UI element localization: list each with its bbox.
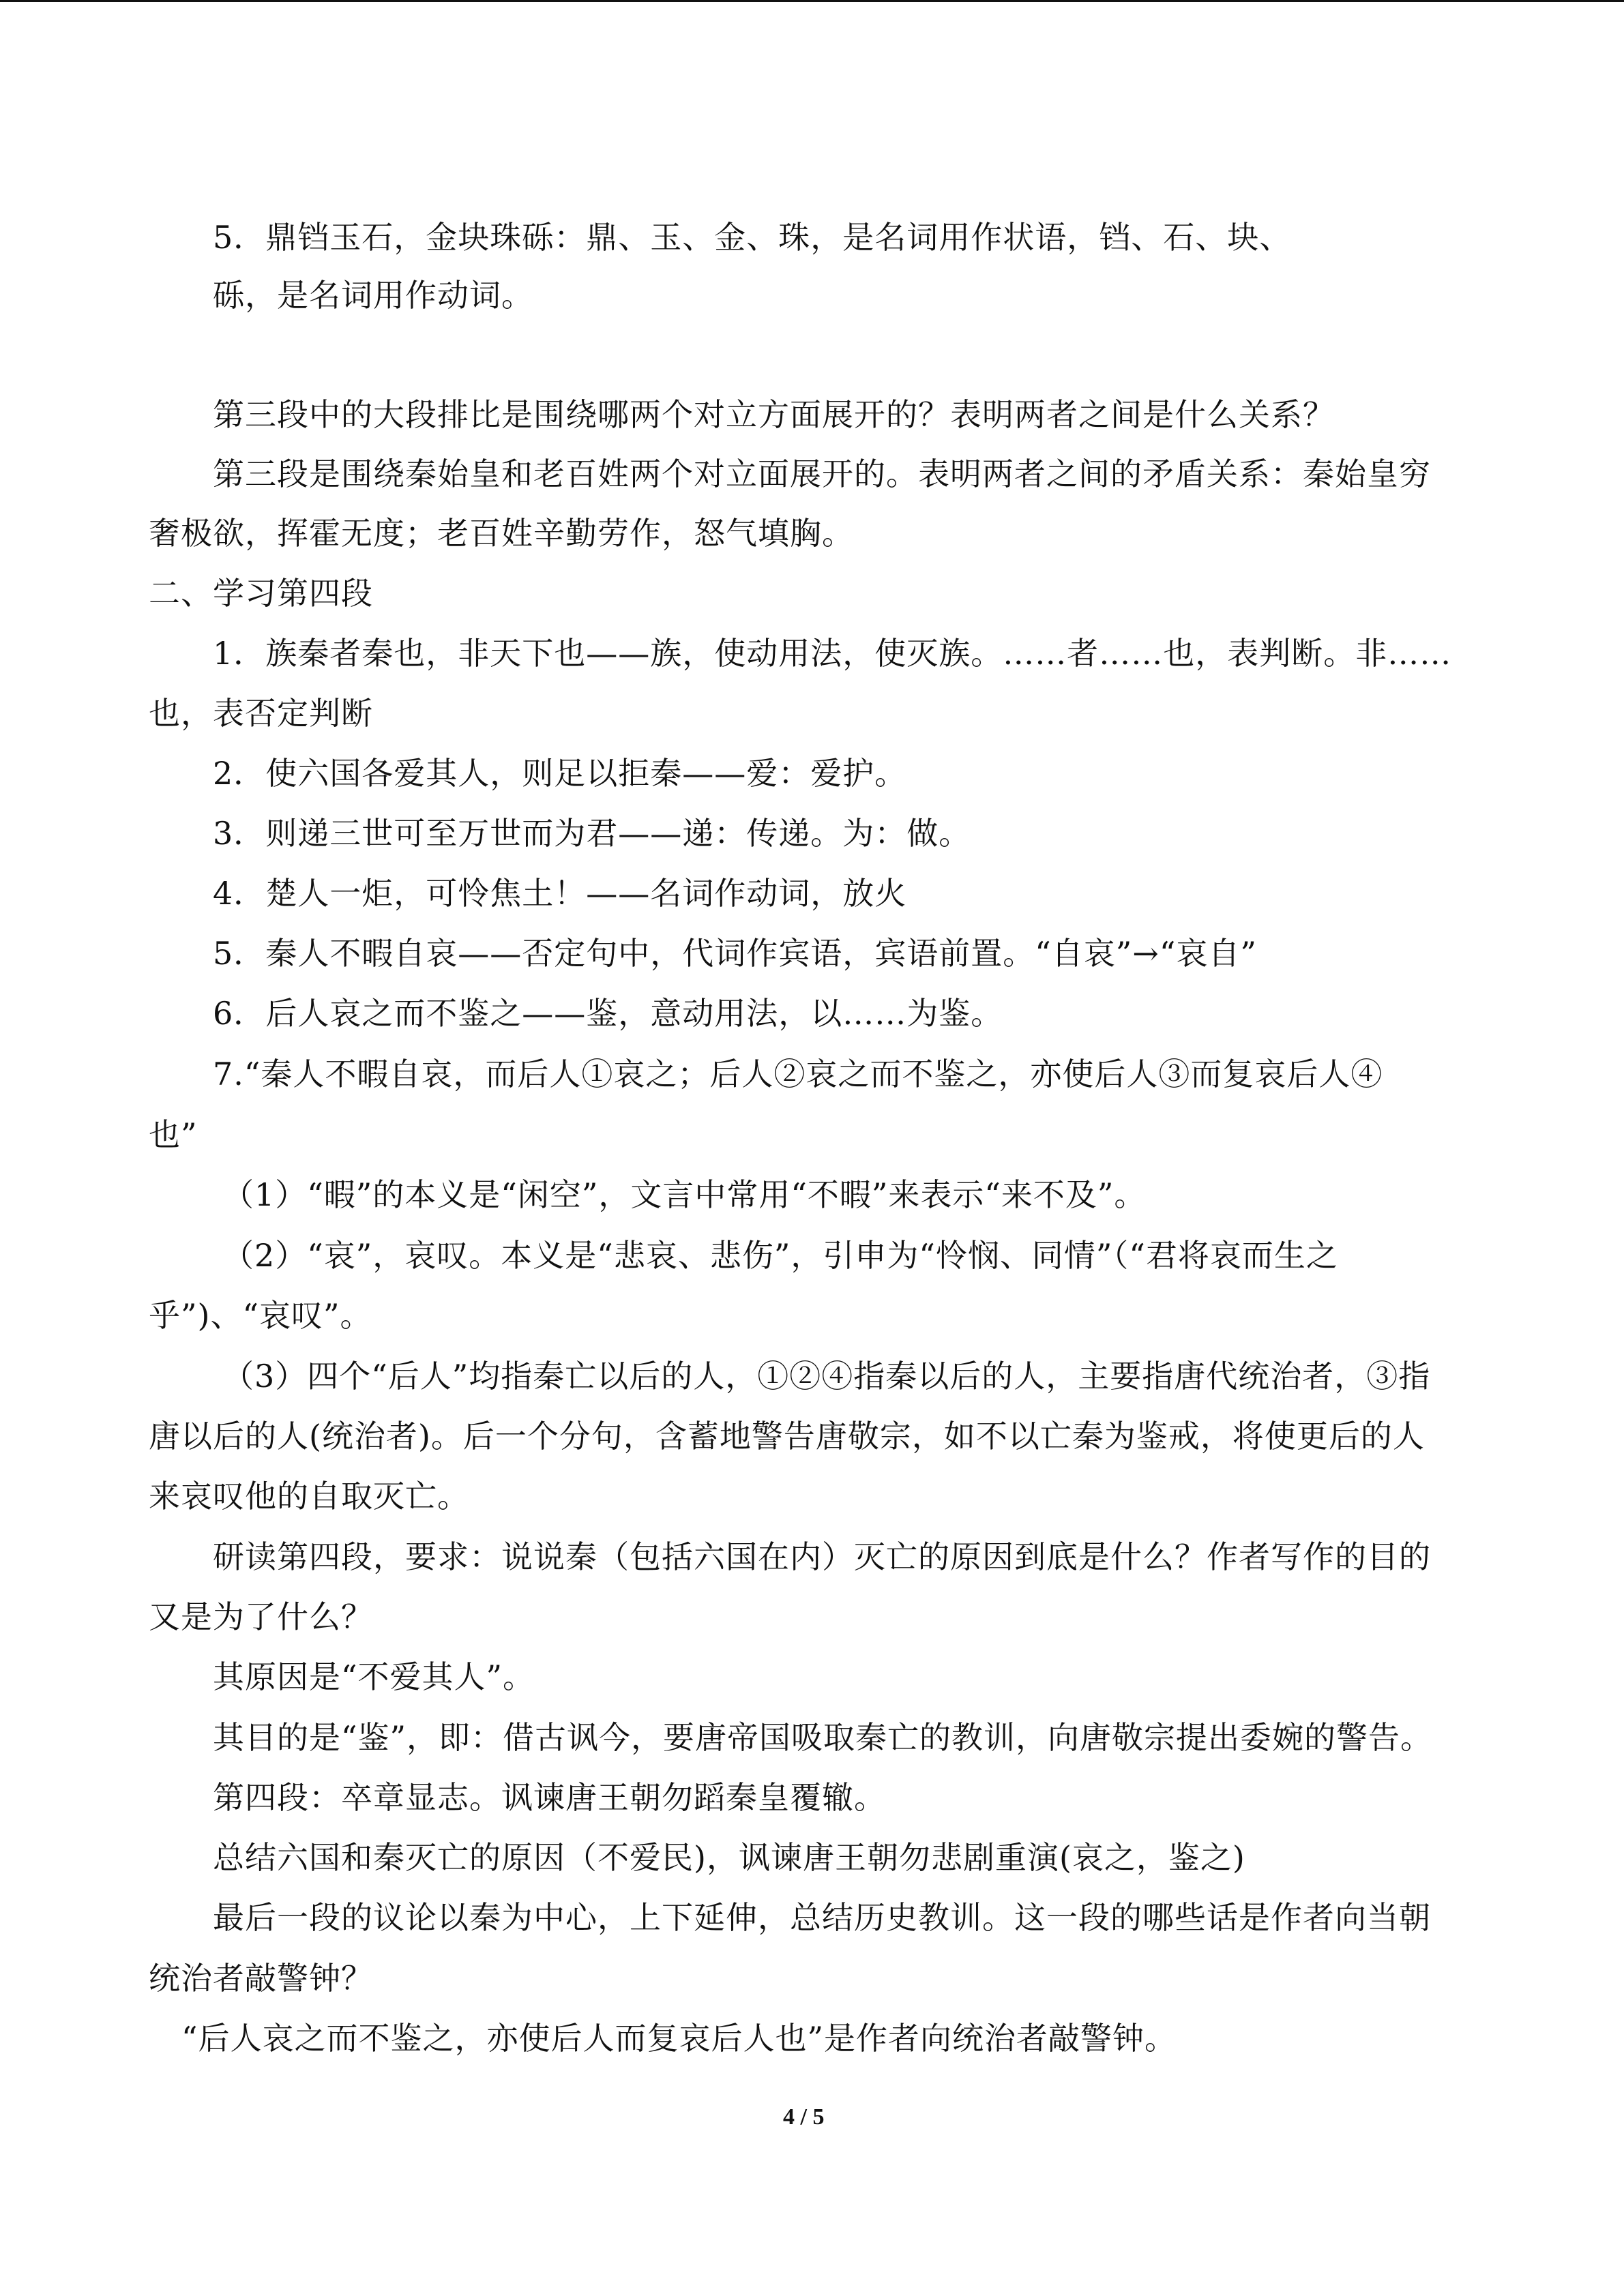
text-line: 又是为了什么？ — [149, 1598, 373, 1635]
section-heading: 二、学习第四段 — [149, 575, 373, 612]
text-line: 第三段中的大段排比是围绕哪两个对立方面展开的？表明两者之间是什么关系？ — [213, 396, 1335, 433]
text-line: 5．鼎铛玉石，金块珠砾：鼎、玉、金、珠，是名词用作状语，铛、石、块、 — [213, 219, 1292, 256]
text-line: 3．则递三世可至万世而为君——递：传递。为：做。 — [213, 815, 971, 852]
text-line: 第四段：卒章显志。讽谏唐王朝勿蹈秦皇覆辙。 — [213, 1779, 886, 1816]
text-line: 也，表否定判断 — [149, 695, 373, 732]
text-line: 6．后人哀之而不鉴之——鉴，意动用法，以……为鉴。 — [213, 995, 1003, 1032]
text-line: 4．楚人一炬，可怜焦土！——名词作动词，放火 — [213, 875, 907, 912]
text-line: 统治者敲警钟？ — [149, 1960, 373, 1997]
text-line: 唐以后的人(统治者)。后一个分句，含蓄地警告唐敬宗，如不以亡秦为鉴戒，将使更后的人 — [149, 1418, 1425, 1455]
text-line: 研读第四段，要求：说说秦（包括六国在内）灭亡的原因到底是什么？作者写作的目的 — [213, 1538, 1431, 1575]
text-line: 其目的是“鉴”，即：借古讽今，要唐帝国吸取秦亡的教训，向唐敬宗提出委婉的警告。 — [213, 1719, 1433, 1756]
text-line: 乎”)、“哀叹”。 — [149, 1297, 372, 1334]
text-line: 其原因是“不爱其人”。 — [213, 1658, 535, 1695]
text-line: 7.“秦人不暇自哀，而后人①哀之；后人②哀之而不鉴之，亦使后人③而复哀后人④ — [213, 1056, 1383, 1092]
text-line: 5．秦人不暇自哀——否定句中，代词作宾语，宾语前置。“自哀”→“哀自” — [213, 935, 1257, 972]
text-line: 来哀叹他的自取灭亡。 — [149, 1478, 469, 1515]
text-line: “后人哀之而不鉴之，亦使后人而复哀后人也”是作者向统治者敲警钟。 — [181, 2020, 1177, 2057]
text-line: 第三段是围绕秦始皇和老百姓两个对立面展开的。表明两者之间的矛盾关系：秦始皇穷 — [213, 456, 1431, 492]
text-line: 1．族秦者秦也，非天下也——族，使动用法，使灭族。……者……也，表判断。非…… — [213, 635, 1452, 672]
text-line: （2）“哀”，哀叹。本义是“悲哀、悲伤”，引申为“怜悯、同情”（“君将哀而生之 — [222, 1237, 1338, 1274]
text-line: 总结六国和秦灭亡的原因（不爱民)，讽谏唐王朝勿悲剧重演(哀之，鉴之) — [213, 1839, 1245, 1876]
text-line: 也” — [149, 1116, 198, 1153]
text-line: 奢极欲，挥霍无度；老百姓辛勤劳作，怒气填胸。 — [149, 515, 854, 552]
text-line: （1）“暇”的本义是“闲空”，文言中常用“不暇”来表示“来不及”。 — [222, 1176, 1147, 1213]
text-line: 砾，是名词用作动词。 — [213, 277, 533, 314]
text-line: （3）四个“后人”均指秦亡以后的人，①②④指秦以后的人，主要指唐代统治者，③指 — [222, 1358, 1431, 1395]
top-border-rule — [0, 0, 1624, 2]
text-line: 2．使六国各爱其人，则足以拒秦——爱：爱护。 — [213, 755, 907, 792]
text-line: 最后一段的议论以秦为中心，上下延伸，总结历史教训。这一段的哪些话是作者向当朝 — [213, 1899, 1431, 1936]
page-indicator: 4 / 5 — [783, 2104, 825, 2130]
